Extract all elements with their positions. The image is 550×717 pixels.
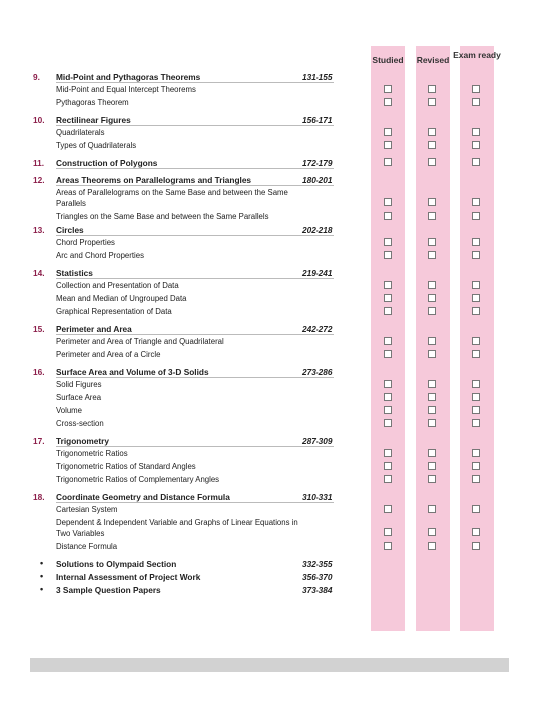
topic-title: Cross-section [56, 419, 104, 428]
studied-checkbox[interactable] [384, 462, 392, 470]
topic-title: Types of Quadrilaterals [56, 141, 137, 150]
studied-checkbox[interactable] [384, 528, 392, 536]
exam-ready-checkbox[interactable] [472, 128, 480, 136]
page-range: 273-286 [302, 367, 333, 377]
topic-row [0, 83, 550, 96]
revised-checkbox[interactable] [428, 281, 436, 289]
contents-list [0, 70, 550, 596]
studied-checkbox[interactable] [384, 281, 392, 289]
topic-title: Surface Area [56, 393, 102, 402]
revised-checkbox[interactable] [428, 85, 436, 93]
revised-checkbox[interactable] [428, 406, 436, 414]
topic-row [0, 460, 550, 473]
topic-title: Trigonometric Ratios of Complementary Angles [56, 475, 220, 484]
chapter-title: Trigonometry [56, 436, 110, 446]
topic-title: Pythagoras Theorem [56, 98, 129, 107]
chapter-title: Rectilinear Figures [56, 115, 131, 125]
studied-checkbox[interactable] [384, 307, 392, 315]
topic-row [0, 335, 550, 348]
studied-checkbox[interactable] [384, 337, 392, 345]
studied-checkbox[interactable] [384, 380, 392, 388]
chapter-title: Statistics [56, 268, 93, 278]
chapter-title: Coordinate Geometry and Distance Formula [56, 492, 230, 502]
topic-row [0, 210, 550, 223]
bullet-icon: • [40, 584, 44, 594]
chapter-title: Areas Theorems on Parallelograms and Triangles [56, 175, 252, 185]
column-header-studied: Studied [372, 55, 404, 65]
topic-title: Graphical Representation of Data [56, 307, 172, 316]
topic-row [0, 249, 550, 262]
chapter-number: 10. [33, 115, 45, 125]
topic-row [0, 447, 550, 460]
chapter-number: 15. [33, 324, 45, 334]
exam-ready-checkbox[interactable] [472, 158, 480, 166]
chapter-title: Perimeter and Area [56, 324, 132, 334]
revised-checkbox[interactable] [428, 141, 436, 149]
appendix-title: 3 Sample Question Papers [56, 585, 161, 595]
studied-checkbox[interactable] [384, 542, 392, 550]
page-range: 373-384 [302, 585, 333, 595]
studied-checkbox[interactable] [384, 98, 392, 106]
exam-ready-checkbox[interactable] [472, 85, 480, 93]
topic-title: Trigonometric Ratios [56, 449, 128, 458]
chapter-row [0, 156, 550, 169]
studied-checkbox[interactable] [384, 406, 392, 414]
studied-checkbox[interactable] [384, 505, 392, 513]
chapter-row [0, 434, 550, 447]
page-range: 332-355 [302, 559, 333, 569]
topic-row [0, 305, 550, 318]
topic-title: Mid-Point and Equal Intercept Theorems [56, 85, 196, 94]
revised-checkbox[interactable] [428, 238, 436, 246]
chapter-number: 16. [33, 367, 45, 377]
appendix-row [0, 583, 550, 596]
topic-row [0, 404, 550, 417]
topic-row [0, 417, 550, 430]
chapter-row [0, 266, 550, 279]
topic-row [0, 503, 550, 516]
revised-checkbox[interactable] [428, 475, 436, 483]
page-range: 219-241 [302, 268, 333, 278]
chapter-title: Mid-Point and Pythagoras Theorems [56, 72, 201, 82]
revised-checkbox[interactable] [428, 505, 436, 513]
chapter-number: 18. [33, 492, 45, 502]
topic-title: Arc and Chord Properties [56, 251, 144, 260]
chapter-title: Circles [56, 225, 84, 235]
revised-checkbox[interactable] [428, 158, 436, 166]
studied-checkbox[interactable] [384, 393, 392, 401]
chapter-number: 9. [33, 72, 40, 82]
exam-ready-checkbox[interactable] [472, 198, 480, 206]
chapter-row [0, 173, 550, 186]
studied-checkbox[interactable] [384, 128, 392, 136]
topic-title: Mean and Median of Ungrouped Data [56, 294, 187, 303]
studied-checkbox[interactable] [384, 475, 392, 483]
revised-checkbox[interactable] [428, 462, 436, 470]
chapter-row [0, 322, 550, 335]
topic-title: Dependent & Independent Variable and Graphs of Linear Equations in Two Variables [56, 518, 298, 538]
topic-row [0, 96, 550, 109]
exam-ready-checkbox[interactable] [472, 98, 480, 106]
revised-checkbox[interactable] [428, 542, 436, 550]
chapter-title: Construction of Polygons [56, 158, 158, 168]
exam-ready-checkbox[interactable] [472, 528, 480, 536]
page-range: 156-171 [302, 115, 333, 125]
topic-title: Collection and Presentation of Data [56, 281, 179, 290]
revised-checkbox[interactable] [428, 294, 436, 302]
page-range: 242-272 [302, 324, 333, 334]
chapter-number: 13. [33, 225, 45, 235]
exam-ready-checkbox[interactable] [472, 350, 480, 358]
chapter-row [0, 113, 550, 126]
topic-title: Areas of Parallelograms on the Same Base and between the Same Parallels [56, 188, 288, 208]
topic-row [0, 186, 550, 210]
exam-ready-checkbox[interactable] [472, 542, 480, 550]
exam-ready-checkbox[interactable] [472, 294, 480, 302]
footer-bar [30, 658, 509, 672]
exam-ready-checkbox[interactable] [472, 212, 480, 220]
chapter-row [0, 223, 550, 236]
topic-row [0, 391, 550, 404]
revised-checkbox[interactable] [428, 212, 436, 220]
revised-checkbox[interactable] [428, 419, 436, 427]
bullet-icon: • [40, 571, 44, 581]
studied-checkbox[interactable] [384, 158, 392, 166]
studied-checkbox[interactable] [384, 294, 392, 302]
exam-ready-checkbox[interactable] [472, 419, 480, 427]
topic-title: Distance Formula [56, 542, 118, 551]
page-range: 356-370 [302, 572, 333, 582]
revised-checkbox[interactable] [428, 393, 436, 401]
page-range: 172-179 [302, 158, 333, 168]
revised-checkbox[interactable] [428, 449, 436, 457]
exam-ready-checkbox[interactable] [472, 307, 480, 315]
appendix-title: Solutions to Olympaid Section [56, 559, 177, 569]
topic-title: Volume [56, 406, 83, 415]
topic-row [0, 516, 550, 540]
bullet-icon: • [40, 558, 44, 568]
topic-row [0, 126, 550, 139]
exam-ready-checkbox[interactable] [472, 475, 480, 483]
exam-ready-checkbox[interactable] [472, 406, 480, 414]
studied-checkbox[interactable] [384, 198, 392, 206]
studied-checkbox[interactable] [384, 251, 392, 259]
topic-title: Triangles on the Same Base and between the Same Parallels [56, 212, 269, 221]
revised-checkbox[interactable] [428, 198, 436, 206]
studied-checkbox[interactable] [384, 419, 392, 427]
topic-title: Solid Figures [56, 380, 102, 389]
topic-title: Quadrilaterals [56, 128, 105, 137]
chapter-row [0, 70, 550, 83]
revised-checkbox[interactable] [428, 337, 436, 345]
page-range: 202-218 [302, 225, 333, 235]
topic-row [0, 139, 550, 152]
exam-ready-checkbox[interactable] [472, 337, 480, 345]
topic-row [0, 279, 550, 292]
chapter-number: 14. [33, 268, 45, 278]
chapter-title: Surface Area and Volume of 3-D Solids [56, 367, 209, 377]
exam-ready-checkbox[interactable] [472, 380, 480, 388]
column-header-revised: Revised [416, 55, 450, 65]
appendix-row [0, 557, 550, 570]
revised-checkbox[interactable] [428, 380, 436, 388]
revised-checkbox[interactable] [428, 350, 436, 358]
topic-row [0, 473, 550, 486]
exam-ready-checkbox[interactable] [472, 393, 480, 401]
appendix-row [0, 570, 550, 583]
revised-checkbox[interactable] [428, 98, 436, 106]
chapter-number: 12. [33, 175, 45, 185]
revised-checkbox[interactable] [428, 128, 436, 136]
topic-title: Trigonometric Ratios of Standard Angles [56, 462, 196, 471]
studied-checkbox[interactable] [384, 141, 392, 149]
topic-title: Cartesian System [56, 505, 118, 514]
studied-checkbox[interactable] [384, 449, 392, 457]
page-range: 287-309 [302, 436, 333, 446]
exam-ready-checkbox[interactable] [472, 449, 480, 457]
topic-row [0, 348, 550, 361]
column-header-exam-ready: Exam ready [453, 50, 501, 60]
chapter-row [0, 365, 550, 378]
page-range: 131-155 [302, 72, 333, 82]
topic-row [0, 378, 550, 391]
exam-ready-checkbox[interactable] [472, 251, 480, 259]
topic-row [0, 236, 550, 249]
topic-row [0, 292, 550, 305]
chapter-row [0, 490, 550, 503]
exam-ready-checkbox[interactable] [472, 281, 480, 289]
exam-ready-checkbox[interactable] [472, 505, 480, 513]
appendix-title: Internal Assessment of Project Work [56, 572, 201, 582]
page-range: 180-201 [302, 175, 333, 185]
studied-checkbox[interactable] [384, 85, 392, 93]
topic-title: Perimeter and Area of a Circle [56, 350, 161, 359]
revised-checkbox[interactable] [428, 528, 436, 536]
studied-checkbox[interactable] [384, 238, 392, 246]
exam-ready-checkbox[interactable] [472, 462, 480, 470]
revised-checkbox[interactable] [428, 307, 436, 315]
exam-ready-checkbox[interactable] [472, 141, 480, 149]
topic-title: Chord Properties [56, 238, 115, 247]
page-range: 310-331 [302, 492, 333, 502]
topic-row [0, 540, 550, 553]
topic-title: Perimeter and Area of Triangle and Quadrilateral [56, 337, 224, 346]
studied-checkbox[interactable] [384, 212, 392, 220]
chapter-number: 17. [33, 436, 45, 446]
studied-checkbox[interactable] [384, 350, 392, 358]
chapter-number: 11. [33, 158, 45, 168]
revised-checkbox[interactable] [428, 251, 436, 259]
exam-ready-checkbox[interactable] [472, 238, 480, 246]
